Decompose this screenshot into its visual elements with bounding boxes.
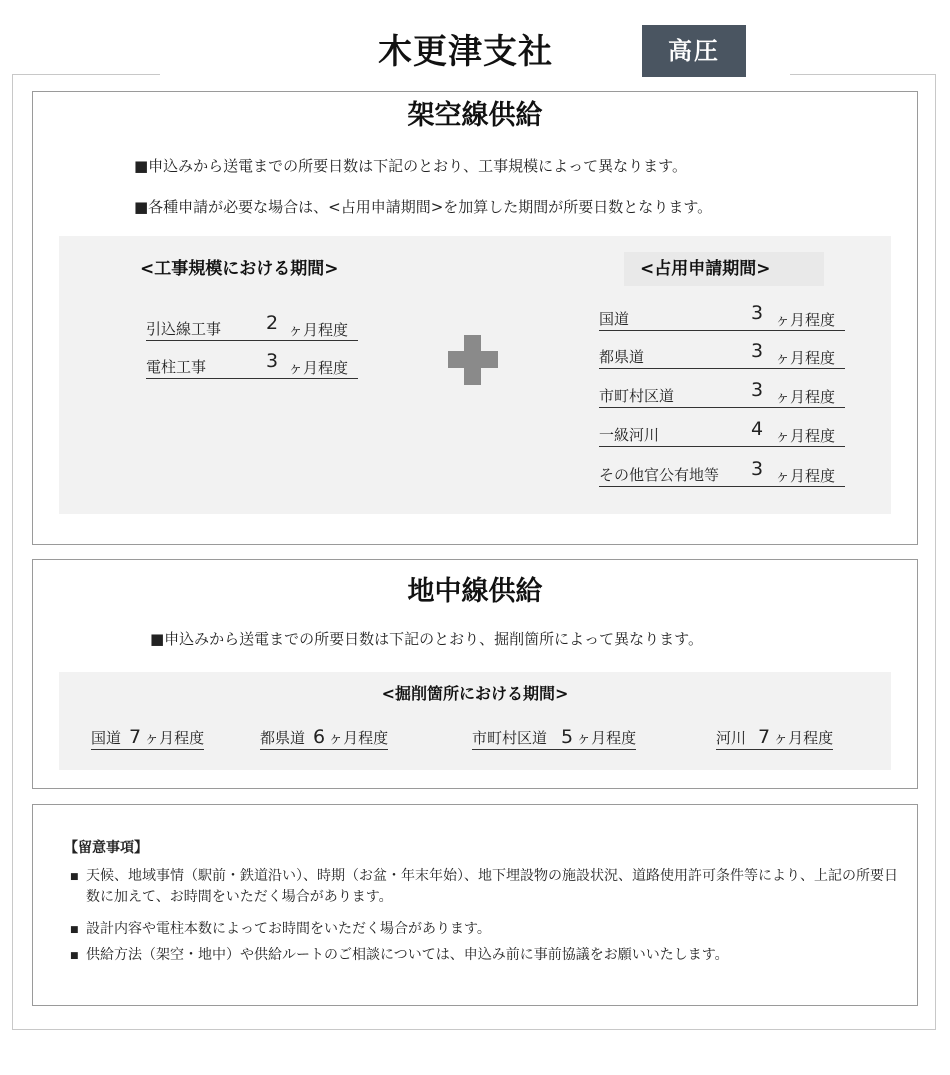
underground-section-title: 地中線供給 (407, 576, 543, 607)
occupancy-item-unit: ヶ月程度 (775, 388, 836, 406)
excavation-item-value: 6 (313, 726, 326, 748)
work-item-unit: ヶ月程度 (288, 321, 349, 339)
occupancy-item-value: 3 (751, 340, 764, 362)
excavation-item-unit: ヶ月程度 (773, 729, 834, 747)
occupancy-item-value: 3 (751, 302, 764, 324)
occupancy-item-prefectural-road (599, 340, 845, 369)
notes-item-text: 天候、地域事情（駅前・鉄道沿い）、時期（お盆・年末年始）、地下埋設物の施設状況、道路使用許可条件等により、上記の所要日数に加えて、お時間をいただく場合があります。 (86, 868, 898, 905)
work-item-value: 2 (266, 312, 279, 334)
overhead-note-1: ■申込みから送電までの所要日数は下記のとおり、工事規模によって異なります。 (134, 157, 687, 175)
bullet-icon: ■ (70, 872, 79, 882)
notes-item (70, 919, 900, 940)
excavation-item-unit: ヶ月程度 (576, 729, 637, 747)
bullet-icon: ■ (70, 951, 79, 961)
notes-item (70, 945, 900, 966)
work-item-service-line (146, 312, 358, 341)
occupancy-item-class-a-river (599, 418, 845, 447)
excavation-item-value: 7 (758, 726, 771, 748)
occupancy-item-value: 4 (751, 418, 764, 440)
excavation-item-river (716, 726, 833, 750)
occupancy-item-label: 都県道 (599, 348, 645, 366)
excavation-item-national-road (91, 726, 204, 750)
overhead-section-title: 架空線供給 (407, 100, 543, 131)
underground-note: ■申込みから送電までの所要日数は下記のとおり、掘削箇所によって異なります。 (150, 630, 703, 648)
occupancy-item-value: 3 (751, 379, 764, 401)
plus-icon (448, 351, 498, 368)
overhead-note-2: ■各種申請が必要な場合は、<占用申請期間>を加算した期間が所要日数となります。 (134, 198, 713, 216)
work-item-pole (146, 350, 358, 379)
occupancy-item-label: その他官公有地等 (599, 466, 720, 484)
excavation-item-unit: ヶ月程度 (144, 729, 205, 747)
occupancy-item-unit: ヶ月程度 (775, 467, 836, 485)
notes-item-text: 設計内容や電柱本数によってお時間をいただく場合があります。 (86, 921, 491, 937)
notes-item-text: 供給方法（架空・地中）や供給ルートのご相談については、申込み前に事前協議をお願いいたします。 (86, 947, 729, 963)
excavation-item-label: 都県道 (260, 729, 306, 747)
excavation-item-municipal-road (472, 726, 636, 750)
excavation-item-label: 国道 (91, 729, 122, 747)
page-title: 木更津支社 (378, 32, 553, 72)
excavation-heading: <掘削箇所における期間> (381, 684, 569, 703)
occupancy-item-label: 国道 (599, 310, 630, 328)
bullet-icon: ■ (70, 925, 79, 935)
occupancy-item-unit: ヶ月程度 (775, 427, 836, 445)
work-scale-heading: <工事規模における期間> (140, 259, 339, 279)
occupancy-item-other-public-land (599, 458, 845, 487)
work-item-label: 電柱工事 (146, 358, 207, 376)
excavation-item-value: 7 (129, 726, 142, 748)
notes-item (70, 866, 900, 908)
excavation-item-prefectural-road (260, 726, 388, 750)
occupancy-item-value: 3 (751, 458, 764, 480)
work-item-label: 引込線工事 (146, 320, 222, 338)
work-item-value: 3 (266, 350, 279, 372)
occupancy-item-unit: ヶ月程度 (775, 311, 836, 329)
occupancy-item-national-road (599, 302, 845, 331)
occupancy-item-municipal-road (599, 379, 845, 408)
occupancy-item-label: 市町村区道 (599, 387, 675, 405)
voltage-badge: 高圧 (642, 25, 746, 77)
notes-heading: 【留意事項】 (64, 840, 148, 856)
excavation-item-value: 5 (561, 726, 574, 748)
occupancy-item-unit: ヶ月程度 (775, 349, 836, 367)
excavation-item-label: 市町村区道 (472, 729, 548, 747)
work-item-unit: ヶ月程度 (288, 359, 349, 377)
excavation-item-unit: ヶ月程度 (328, 729, 389, 747)
excavation-item-label: 河川 (716, 729, 747, 747)
occupancy-item-label: 一級河川 (599, 426, 660, 444)
occupancy-heading: <占用申請期間> (640, 259, 771, 279)
